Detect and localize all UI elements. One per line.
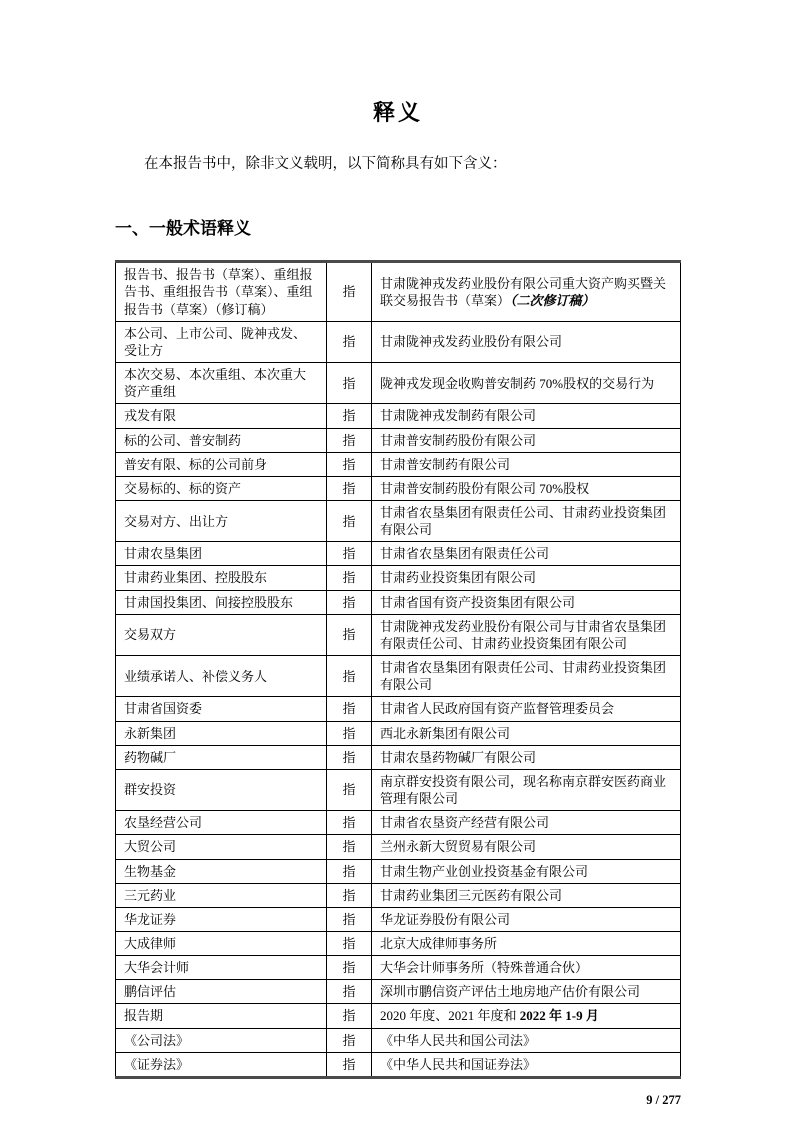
ref-cell: 指 (327, 980, 372, 1004)
ref-cell: 指 (327, 476, 372, 500)
definition-cell (372, 883, 681, 907)
term-cell: 本公司、上市公司、陇神戎发、受让方 (116, 321, 327, 362)
page-number: 9 / 277 (646, 1092, 681, 1107)
term-cell: 药物碱厂 (116, 745, 327, 769)
definition-cell (372, 428, 681, 452)
table-row (116, 262, 681, 321)
table-row (116, 980, 681, 1004)
definition-segment: 甘肃陇神戎发药业股份有限公司重大资产购买暨关联交易报告书（草案） (380, 275, 667, 309)
definition-segment: 《中华人民共和国证券法》 (380, 1056, 537, 1072)
definition-segment: 甘肃省国有资产投资集团有限公司 (380, 594, 576, 610)
definition-cell (372, 745, 681, 769)
definition-segment: 甘肃省农垦集团有限责任公司、甘肃药业投资集团有限公司 (380, 505, 667, 538)
definition-segment: 大华会计师事务所（特殊普通合伙） (380, 960, 589, 976)
term-cell: 业绩承诺人、补偿义务人 (116, 656, 327, 697)
term-cell: 华龙证券 (116, 907, 327, 931)
definition-cell (372, 980, 681, 1004)
term-cell: 甘肃药业集团、控股股东 (116, 566, 327, 590)
term-cell: 三元药业 (116, 883, 327, 907)
definition-cell (372, 404, 681, 428)
definition-cell (372, 614, 681, 655)
ref-cell: 指 (327, 404, 372, 428)
term-cell: 大成律师 (116, 931, 327, 955)
definition-segment: 甘肃省农垦集团有限责任公司、甘肃药业投资集团有限公司 (380, 660, 667, 693)
table-row (116, 859, 681, 883)
table-row (116, 614, 681, 655)
definition-segment: 甘肃农垦药物碱厂有限公司 (380, 749, 537, 765)
definition-cell (372, 262, 681, 321)
definition-cell (372, 501, 681, 542)
term-cell: 群安投资 (116, 769, 327, 810)
term-cell: 交易双方 (116, 614, 327, 655)
definition-segment: 甘肃陇神戎发制药有限公司 (380, 408, 537, 424)
table-row (116, 835, 681, 859)
ref-cell: 指 (327, 811, 372, 835)
term-cell: 戎发有限 (116, 404, 327, 428)
definition-cell (372, 697, 681, 721)
term-cell: 甘肃省国资委 (116, 697, 327, 721)
definition-cell (372, 542, 681, 566)
ref-cell: 指 (327, 931, 372, 955)
term-cell: 大华会计师 (116, 956, 327, 980)
definition-cell (372, 452, 681, 476)
ref-cell: 指 (327, 835, 372, 859)
definition-cell (372, 321, 681, 362)
intro-paragraph: 在本报告书中，除非文义载明，以下简称具有如下含义： (144, 156, 507, 172)
definition-cell (372, 1004, 681, 1028)
definition-cell (372, 476, 681, 500)
definition-segment: 2022 年 1-9 月 (519, 1008, 599, 1024)
definition-cell (372, 811, 681, 835)
table-row (116, 404, 681, 428)
table-row (116, 931, 681, 955)
term-cell: 生物基金 (116, 859, 327, 883)
ref-cell: 指 (327, 452, 372, 476)
ref-cell: 指 (327, 428, 372, 452)
definition-segment: 甘肃生物产业创业投资基金有限公司 (380, 863, 589, 879)
definition-segment: 甘肃省人民政府国有资产监督管理委员会 (380, 701, 615, 717)
table-row (116, 566, 681, 590)
definition-segment: 甘肃陇神戎发药业股份有限公司与甘肃省农垦集团有限责任公司、甘肃药业投资集团有限公司 (380, 618, 667, 651)
term-cell: 交易标的、标的资产 (116, 476, 327, 500)
table-row (116, 321, 681, 362)
ref-cell: 指 (327, 956, 372, 980)
term-cell: 鹏信评估 (116, 980, 327, 1004)
definition-cell (372, 859, 681, 883)
ref-cell: 指 (327, 769, 372, 810)
definition-segment: 北京大成律师事务所 (380, 935, 498, 951)
term-cell: 交易对方、出让方 (116, 501, 327, 542)
definition-cell (372, 931, 681, 955)
ref-cell: 指 (327, 1004, 372, 1028)
definition-segment: 陇神戎发现金收购普安制药 70%股权的交易行为 (380, 375, 655, 391)
term-cell: 本次交易、本次重组、本次重大资产重组 (116, 363, 327, 404)
term-cell: 报告期 (116, 1004, 327, 1028)
ref-cell: 指 (327, 590, 372, 614)
ref-cell: 指 (327, 262, 372, 321)
ref-cell: 指 (327, 697, 372, 721)
table-row (116, 476, 681, 500)
term-cell: 大贸公司 (116, 835, 327, 859)
ref-cell: 指 (327, 1028, 372, 1052)
ref-cell: 指 (327, 721, 372, 745)
definition-segment: 兰州永新大贸贸易有限公司 (380, 839, 537, 855)
definitions-table-body (116, 262, 681, 1078)
definition-segment: （二次修订稿） (510, 293, 595, 309)
definition-segment: 甘肃省农垦资产经营有限公司 (380, 815, 550, 831)
definition-cell (372, 1028, 681, 1052)
definition-cell (372, 907, 681, 931)
definition-segment: 2020 年度、2021 年度和 (380, 1008, 520, 1024)
term-cell: 普安有限、标的公司前身 (116, 452, 327, 476)
page-title: 释义 (372, 100, 423, 125)
term-cell: 甘肃农垦集团 (116, 542, 327, 566)
ref-cell: 指 (327, 614, 372, 655)
ref-cell: 指 (327, 859, 372, 883)
table-row (116, 1052, 681, 1077)
definition-segment: 甘肃省农垦集团有限责任公司 (380, 546, 550, 562)
table-row (116, 907, 681, 931)
definition-segment: 南京群安投资有限公司，现名称南京群安医药商业管理有限公司 (380, 773, 667, 807)
table-row (116, 501, 681, 542)
definition-cell (372, 590, 681, 614)
definitions-table (115, 260, 681, 1079)
section-heading: 一、一般术语释义 (115, 219, 251, 239)
term-cell: 甘肃国投集团、间接控股股东 (116, 590, 327, 614)
definition-cell (372, 956, 681, 980)
table-row (116, 811, 681, 835)
table-row (116, 452, 681, 476)
definition-segment: 《中华人民共和国公司法》 (380, 1032, 537, 1048)
definition-cell (372, 1052, 681, 1077)
ref-cell: 指 (327, 501, 372, 542)
table-row (116, 883, 681, 907)
definition-segment: 甘肃药业投资集团有限公司 (380, 570, 537, 586)
table-row (116, 1028, 681, 1052)
table-row (116, 1004, 681, 1028)
ref-cell: 指 (327, 745, 372, 769)
ref-cell: 指 (327, 1052, 372, 1077)
ref-cell: 指 (327, 321, 372, 362)
definition-cell (372, 656, 681, 697)
table-row (116, 769, 681, 810)
table-row (116, 590, 681, 614)
term-cell: 标的公司、普安制药 (116, 428, 327, 452)
ref-cell: 指 (327, 656, 372, 697)
table-row (116, 363, 681, 404)
table-row (116, 956, 681, 980)
ref-cell: 指 (327, 542, 372, 566)
table-row (116, 428, 681, 452)
definition-cell (372, 769, 681, 810)
term-cell: 《证券法》 (116, 1052, 327, 1077)
ref-cell: 指 (327, 363, 372, 404)
table-row (116, 656, 681, 697)
ref-cell: 指 (327, 566, 372, 590)
definition-segment: 西北永新集团有限公司 (380, 725, 511, 741)
term-cell: 《公司法》 (116, 1028, 327, 1052)
table-row (116, 697, 681, 721)
ref-cell: 指 (327, 907, 372, 931)
term-cell: 农垦经营公司 (116, 811, 327, 835)
definition-segment: 华龙证券股份有限公司 (380, 911, 511, 927)
definition-segment: 甘肃普安制药有限公司 (380, 456, 511, 472)
table-row (116, 542, 681, 566)
definition-cell (372, 363, 681, 404)
table-row (116, 745, 681, 769)
definition-segment: 深圳市鹏信资产评估土地房地产估价有限公司 (380, 984, 641, 1000)
term-cell: 永新集团 (116, 721, 327, 745)
definition-segment: 甘肃药业集团三元医药有限公司 (380, 887, 563, 903)
term-cell: 报告书、报告书（草案）、重组报告书、重组报告书（草案）、重组报告书（草案）（修订稿） (116, 262, 327, 321)
definition-segment: 甘肃普安制药股份有限公司 70%股权 (380, 480, 590, 496)
table-row (116, 721, 681, 745)
ref-cell: 指 (327, 883, 372, 907)
definition-cell (372, 566, 681, 590)
definition-cell (372, 721, 681, 745)
definition-cell (372, 835, 681, 859)
definition-segment: 甘肃普安制药股份有限公司 (380, 432, 537, 448)
definition-segment: 甘肃陇神戎发药业股份有限公司 (380, 334, 563, 350)
